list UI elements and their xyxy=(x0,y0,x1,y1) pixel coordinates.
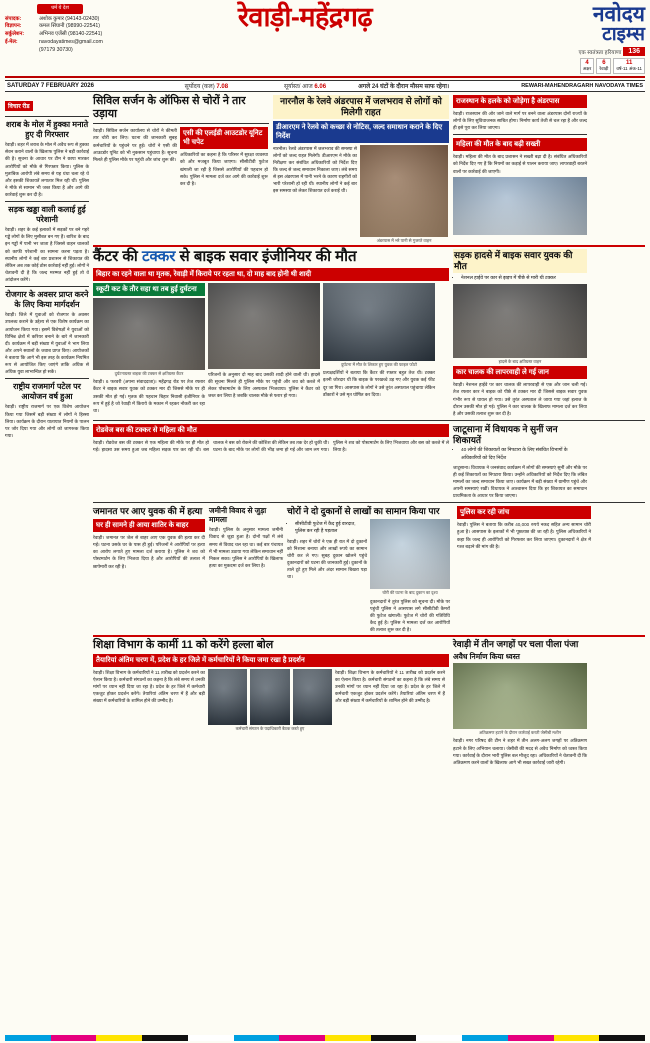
sunset-time: 6.06 xyxy=(314,84,327,90)
contact-row xyxy=(5,39,115,47)
lead-col-1 xyxy=(93,283,205,414)
contact-row xyxy=(5,23,115,31)
right-lead-story xyxy=(453,249,587,417)
theft-photo xyxy=(370,519,450,589)
left-story-head: शराब के मोल में हुक्का मनाते हुए दी गिरफ्तार xyxy=(5,120,89,139)
right-top-column xyxy=(453,95,587,243)
lead-photo-bike xyxy=(93,298,205,370)
story-photo-col xyxy=(360,145,448,243)
sunset-label: सूर्यास्त/ आज xyxy=(283,84,313,90)
lower-story-head: चोरों ने दो दुकानों से लाखों का सामान किया पार xyxy=(287,506,440,517)
left-story-head: रोजगार के अवसर प्राप्त करने के लिए किया मार्गदर्शन xyxy=(5,290,89,309)
divider xyxy=(93,420,645,421)
story-demolition xyxy=(453,639,587,766)
story-kicker: एसी की एलईडी आउटडोर यूनिट भी चपेट xyxy=(180,127,268,149)
color-registration-bar xyxy=(5,1035,645,1041)
flag-number: 6 xyxy=(602,60,606,66)
lower-story-sub: घर ही सामने ही आया शातिर के बाहर xyxy=(93,519,205,532)
left-rail xyxy=(5,95,89,1000)
lead-headline-part2: से बाइक सवार इंजीनियर की मौत xyxy=(175,248,357,266)
mid-story-bullets xyxy=(461,447,587,461)
bullet-item: • सीसीटीवी फुटेज में कैद हुई वारदात, पुलिस कर रही है पड़ताल xyxy=(295,521,367,535)
contact-label: सर्कुलेशन: xyxy=(5,31,25,38)
flag-text: अक्षर xyxy=(582,66,592,71)
sunrise-info xyxy=(157,82,256,90)
section-divider xyxy=(93,635,645,637)
date-bar xyxy=(5,80,645,92)
price-badge: 136 xyxy=(623,47,645,56)
lead-col-3 xyxy=(323,283,435,414)
bottom-left-row xyxy=(93,669,449,731)
bullet-item: • 40 लोगों की शिकायतों का निपटारा के लिए संबंधित विभागों के अधिकारियों को दिए निर्देश xyxy=(461,447,587,461)
lead-subhead: बिहार का रहने वाला था मृतक, रेवाड़ी में किराये पर रहता था, दो माह बाद होनी थी शादी xyxy=(93,268,449,281)
theft-col-2 xyxy=(370,519,450,633)
publication-date: SATURDAY 7 FEBRUARY 2026 xyxy=(7,83,94,89)
contact-row xyxy=(5,31,115,39)
story-narnaul-underpass xyxy=(273,95,449,243)
bottom-left-caption: कर्मचारी संगठन के पदाधिकारी बैठक करते हुए xyxy=(235,725,305,731)
mid-row xyxy=(93,424,645,500)
right-box-body: रेवाड़ी। महिला की मौत के बाद प्रशासन ने सख्ती बढ़ा दी है। संबंधित अधिकारियों को निर्देश दिए गए हैं कि नियमों का कड़ाई से पालन कराया जाए। लापरवाही बरतने वालों पर कार्रवाई की जाएगी। xyxy=(453,154,587,174)
story-police-probe xyxy=(457,506,591,633)
bottom-row xyxy=(93,639,645,766)
section-divider xyxy=(93,245,645,247)
brand-line-2: टाइम्स xyxy=(602,24,645,45)
bottom-left-body: रेवाड़ी। शिक्षा विभाग के कर्मचारियों ने 11 तारीख को प्रदर्शन करने का ऐलान किया है। कर्मचारी संगठनों का कहना है कि लंबे समय से उनकी मांगों पर ध्यान नहीं दिया जा रहा है। प्रदेश के हर जिले में कर्मचारी एकजुट होकर प्रदर्शन करेंगे। तैयारियां अंतिम चरण में हैं और बड़ी संख्या में कर्मचारियों के शामिल होने की उम्मीद है। xyxy=(93,669,205,704)
story-roadways-bus xyxy=(93,424,449,500)
masthead-contacts xyxy=(5,4,115,74)
left-story-head: राष्ट्रीय राजमार्ग पटेल पर आयोजन वर्ष हुआ xyxy=(13,382,81,401)
demolition-photo xyxy=(453,663,587,729)
masthead xyxy=(5,4,645,78)
lower-story-head: जमीनी विवाद से जुड़ा मामला xyxy=(209,506,267,525)
story-body-wrap xyxy=(273,145,449,243)
story-body: रेवाड़ी। सिविल सर्जन कार्यालय से चोरों ने कीमती तार चोरी कर लिए। घटना की जानकारी सुबह कर्मचारियों के पहुंचने पर हुई। चोरों ने एसी की आउटडोर यूनिट को भी नुकसान पहुंचाया है। सूचना मिलते ही पुलिस मौके पर पहुंची और जांच शुरू की। xyxy=(93,128,177,162)
lead-body: प्रत्यक्षदर्शियों ने बताया कि कैंटर की रफ्तार बहुत तेज थी। टक्कर इतनी जोरदार थी कि बाइक के परखच्चे उड़ गए और युवक कई फीट दूर जा गिरा। आसपास के लोगों ने उसे तुरंत अस्पताल पहुंचाया लेकिन डॉक्टरों ने उसे मृत घोषित कर दिया। xyxy=(323,370,435,397)
sunrise-time: 7.08 xyxy=(216,84,229,90)
left-story-body: रेवाड़ी। जिले में युवाओं को रोजगार के अवसर उपलब्ध कराने के उद्देश्य से एक विशेष कार्यक्रम का आयोजन किया गया। इसमें विशेषज्ञों ने युवाओं को विभिन्न क्षेत्रों में करियर बनाने के बारे में जानकारी दी। कार्यक्रम में बड़ी संख्या में युवाओं ने भाग लिया और अपने सवालों के जवाब प्राप्त किए। आयोजकों ने बताया कि आगे भी इस तरह के कार्यक्रम नियमित रूप से आयोजित किए जाएंगे ताकि अधिक से अधिक युवा लाभान्वित हो सकें। xyxy=(5,312,89,375)
right-lead-body: रेवाड़ी। नेशनल हाईवे पर कार चालक की लापरवाही से एक और जान चली गई। तेज रफ्तार कार ने बाइक को पीछे से टक्कर मार दी जिससे बाइक सवार युवक गंभीर रूप से घायल हो गया। उसे तुरंत अस्पताल ले जाया गया जहां इलाज के दौरान उसकी मौत हो गई। पुलिस ने कार चालक के खिलाफ मामला दर्ज कर लिया है और उसकी तलाश शुरू कर दी है। xyxy=(453,382,587,416)
bottom-left-head: शिक्षा विभाग के कार्मी 11 को करेंगे हल्ला बोल xyxy=(93,639,274,652)
lead-photo-truck xyxy=(208,283,320,369)
contact-value: navodayatimes@gmail.com xyxy=(39,38,103,45)
lead-col-2 xyxy=(208,283,320,414)
photo-caption: अंडरपास में भरे पानी से गुजरते वाहन xyxy=(376,237,432,243)
divider xyxy=(5,116,89,117)
brand-line-1: नवोदय xyxy=(592,3,645,26)
divider xyxy=(5,286,89,287)
story-murder xyxy=(93,506,205,633)
lead-body: परिजनों के अनुसार दो माह बाद उसकी शादी होने वाली थी। हादसे की सूचना मिलते ही पुलिस मौके पर पहुंची और शव को कब्जे में लेकर पोस्टमार्टम के लिए अस्पताल भिजवाया। पुलिस ने कैंटर को जब्त कर लिया है जबकि चालक मौके से फरार हो गया। xyxy=(208,371,320,399)
story-text-col xyxy=(273,145,357,243)
story-body-wrap xyxy=(93,127,269,187)
newspaper-title: रेवाड़ी-महेंद्रगढ़ xyxy=(237,2,373,32)
lower-story-head: जमानत पर आए युवक की में हत्या xyxy=(93,506,203,517)
probe-head: पुलिस कर रही जांच xyxy=(457,506,591,519)
masthead-badge: धर्म ये देश xyxy=(37,4,83,14)
left-story-body: रेवाड़ी। शहर के कई इलाकों में सड़कों पर बने गहरे गड्ढे लोगों के लिए मुसीबत बन गए हैं। बारिश के बाद इन गड्ढों में पानी भर जाता है जिससे वाहन चालकों को काफी परेशानी का सामना करना पड़ता है। स्थानीय लोगों ने कई बार प्रशासन से शिकायत की लेकिन अब तक कोई ठोस कार्रवाई नहीं हुई। लोगों ने चेतावनी दी है कि जल्द मरम्मत नहीं हुई तो वे आंदोलन करेंगे। xyxy=(5,227,89,283)
mid-story-body: रेवाड़ी। रोडवेज बस की टक्कर से एक महिला की मौके पर ही मौत हो गई। हादसा उस समय हुआ जब महिला सड़क पार कर रही थी। बस चालक ने बस को रोकने की कोशिश की लेकिन तब तक देर हो चुकी थी। घटना के बाद मौके पर लोगों की भीड़ जमा हो गई और जाम लग गया। पुलिस ने शव को पोस्टमार्टम के लिए भिजवाया और बस को कब्जे में ले लिया है। xyxy=(93,439,449,452)
right-lead-subhead: कार चालक की लापरवाही ले गई जान xyxy=(453,366,587,379)
right-box-head: राजस्थान के हलके को जोड़ेगा है अंडरपास xyxy=(453,95,587,108)
story-jatusana xyxy=(453,424,587,500)
lead-body: रेवाड़ी। 6 फरवरी (अपना संवाददाता)। महेंद्रगढ़ रोड पर तेज रफ्तार कैंटर ने बाइक सवार युवक को टक्कर मार दी जिससे मौके पर ही उसकी मौत हो गई। मृतक की पहचान बिहार निवासी इंजीनियर के रूप में हुई है जो रेवाड़ी में किराये के मकान में रहकर नौकरी कर रहा था। xyxy=(93,379,205,413)
page-columns xyxy=(5,95,645,1000)
probe-body: रेवाड़ी। पुलिस ने बताया कि करीब 40,000 रुपये नकद सहित अन्य सामान चोरी हुआ है। आसपास के इलाकों में भी पूछताछ की जा रही है। पुलिस अधिकारियों ने कहा कि जल्द ही आरोपियों को गिरफ्तार कर लिया जाएगा। दुकानदारों ने क्षेत्र में गश्त बढ़ाने की मांग की है। xyxy=(457,522,591,549)
bottom-right-body: रेवाड़ी। नगर परिषद की टीम ने शहर में तीन अलग-अलग जगहों पर अतिक्रमण हटाने के लिए अभियान चलाया। जेसीबी की मदद से अवैध निर्माण को ध्वस्त किया गया। कार्रवाई के दौरान भारी पुलिस बल मौजूद रहा। अधिकारियों ने चेतावनी दी कि अतिक्रमण करने वालों के खिलाफ आगे भी सख्त कार्रवाई जारी रहेगी। xyxy=(453,738,587,765)
lead-photo-caption: दुर्घटना में मौत के शिकार हुए युवक की फाइल फोटो xyxy=(341,361,417,367)
theft-body-row xyxy=(287,519,453,633)
divider xyxy=(453,134,587,135)
portrait-photo xyxy=(293,669,332,725)
lead-headline-highlight: टक्कर xyxy=(141,248,176,266)
contact-label: संपादक: xyxy=(5,15,22,22)
theft-caption: चोरी की घटना के बाद दुकान का दृश्य xyxy=(382,590,438,596)
mid-story-head: रोडवेज बस की टक्कर से महिला की मौत xyxy=(93,424,449,437)
bottom-left-body: रेवाड़ी। शिक्षा विभाग के कर्मचारियों ने 11 तारीख को प्रदर्शन करने का ऐलान किया है। कर्मचारी संगठनों का कहना है कि लंबे समय से उनकी मांगों पर ध्यान नहीं दिया जा रहा है। प्रदेश के हर जिले में कर्मचारी एकजुट होकर प्रदर्शन करेंगे। तैयारियां अंतिम चरण में हैं और बड़ी संख्या में कर्मचारियों के शामिल होने की उम्मीद है। xyxy=(335,669,445,704)
portrait-photo xyxy=(250,669,289,725)
story-text-col xyxy=(93,127,177,187)
flag-box xyxy=(596,58,611,74)
story-photo xyxy=(360,145,448,237)
lower-story-body: रेवाड़ी। जमानत पर जेल से बाहर आए एक युवक की हत्या कर दी गई। घटना उसके घर के पास ही हुई। परिजनों ने आरोपियों पर हत्या का आरोप लगाते हुए मामला दर्ज कराया है। पुलिस ने शव को पोस्टमार्टम के लिए भिजवा दिया है और आरोपियों की तलाश में छापेमारी कर रही है। xyxy=(93,535,205,569)
bottom-left-sub: तैयारियां अंतिम चरण में, प्रदेश के हर जिले में कर्मचारियों ने किया जमा रखा है प्रदर्शन xyxy=(93,654,449,667)
bottom-right-head: रेवाड़ी में तीन जगहों पर चला पीला पंजा xyxy=(453,639,579,650)
flag-text: रेवाड़ी xyxy=(599,66,609,71)
bottom-right-sub: अवैध निर्माण किया ध्वस्त xyxy=(453,651,520,661)
bullet-item: • नेशनल हाईवे पर कार से झड़प में पीछे से मारी थी टक्कर xyxy=(461,275,587,282)
theft-bullets xyxy=(295,521,367,535)
contact-row xyxy=(5,47,115,55)
bottom-left-text xyxy=(93,669,205,731)
bottom-left-photos xyxy=(208,669,332,731)
left-rail-tag: विचार रीड xyxy=(5,101,33,111)
lead-row xyxy=(93,249,645,417)
story-body: अधिकारियों का कहना है कि परिसर में सुरक्षा व्यवस्था को और मजबूत किया जाएगा। सीसीटीवी फुटेज खंगाली जा रही है जिससे आरोपियों की पहचान हो सके। पुलिस ने मामला दर्ज कर आगे की कार्रवाई शुरू कर दी है। xyxy=(180,152,268,186)
theft-col-1 xyxy=(287,519,367,633)
story-headline: नारनौल के रेलवे अंडरपास में जलभराव से लोगों को मिलेगी राहत xyxy=(273,95,449,119)
divider xyxy=(93,502,645,503)
contact-value: अशोक कुमार (94143-02430) xyxy=(39,15,100,22)
right-lead-photo xyxy=(453,284,587,358)
left-story-head: सड़क खड्डा वाली कलाई हुई परेशानी xyxy=(8,205,86,224)
bottom-left-extra xyxy=(335,669,445,731)
lead-headline-part1: कैंटर की xyxy=(93,248,142,266)
story-body: नारनौल। रेलवे अंडरपास में जलभराव की समस्या से लोगों को जल्द राहत मिलेगी। डीआरएम ने मौके का निरीक्षण कर संबंधित अधिकारियों को निर्देश दिए कि जल्द से जल्द समाधान निकाला जाए। लंबे समय से इस अंडरपास में पानी भरने के कारण राहगीरों को भारी परेशानी हो रही थी। स्थानीय लोगों ने कई बार इस समस्या को लेकर शिकायत दर्ज कराई थी। xyxy=(273,145,357,194)
contact-label: ई-मेल: xyxy=(5,38,18,45)
contact-value: अभिनव एजेंसी (98140-22541) xyxy=(39,31,103,38)
story-education-protest xyxy=(93,639,449,766)
portrait-photo xyxy=(208,669,247,725)
main-area xyxy=(93,95,645,1000)
story-civil-surgeon xyxy=(93,95,269,243)
story-shop-theft xyxy=(287,506,453,633)
divider xyxy=(5,378,89,379)
flag-number: 4 xyxy=(585,60,589,66)
right-lead-caption: हादसे के बाद क्षतिग्रस्त वाहन xyxy=(498,358,542,364)
masthead-title-block xyxy=(115,4,495,74)
flag-number: 11 xyxy=(626,60,633,66)
right-box-photo xyxy=(453,177,587,235)
masthead-brand xyxy=(495,4,645,74)
right-lead-bullets xyxy=(461,275,587,282)
weather-notice: अगले 24 घंटों के दौरान मौसम साफ रहेगा। xyxy=(358,84,450,90)
flag-box xyxy=(613,58,645,74)
sunrise-label: सूर्योदय (कल) xyxy=(184,84,215,90)
lead-body-row xyxy=(93,283,449,414)
divider xyxy=(93,123,269,124)
lead-photo-caption: दुर्घटनाग्रस्त बाइक की टक्कर से क्षतिग्रस्त कैंटर xyxy=(114,370,184,376)
story-land-dispute xyxy=(209,506,283,633)
edition-name: REWARI-MAHENDRAGARH NAVODAYA TIMES xyxy=(521,83,644,89)
left-story-body: रेवाड़ी। राष्ट्रीय राजमार्ग पर एक विशेष आयोजन किया गया जिसमें बड़ी संख्या में लोगों ने हिस्सा लिया। कार्यक्रम के दौरान यातायात नियमों के पालन पर जोर दिया गया और लोगों को जागरूक किया गया। xyxy=(5,404,89,438)
bottom-right-caption: अतिक्रमण हटाने के दौरान कार्रवाई करती जेसीबी मशीन xyxy=(478,729,562,735)
flag-text: वर्ष-11 अंक-11 xyxy=(616,66,642,71)
right-box-head: महिला की मौत के बाद बढ़ी सख्ती xyxy=(453,138,587,151)
mid-story-body: जाटूसाना। विधायक ने जनसंवाद कार्यक्रम में लोगों की समस्याएं सुनीं और मौके पर ही कई शिकायतों का निपटारा किया। उन्होंने अधिकारियों को निर्देश दिए कि लंबित मामलों का जल्द समाधान किया जाए। कार्यक्रम में बड़ी संख्या में ग्रामीण पहुंचे और अपनी समस्याएं रखीं। विधायक ने आश्वासन दिया कि हर शिकायत का समाधान प्राथमिकता के आधार पर किया जाएगा। xyxy=(453,464,587,499)
lead-kicker: स्कूटी कट के तौर सहा था तब हुई दुर्घटना xyxy=(93,283,205,296)
flag-box xyxy=(580,58,595,74)
lower-story-body: रेवाड़ी। पुलिस के अनुसार मामला जमीनी विवाद से जुड़ा हुआ है। दोनों पक्षों में लंबे समय से विवाद चल रहा था। कई बार पंचायत में भी मामला उठाया गया लेकिन समाधान नहीं निकल सका। पुलिस ने आरोपियों के खिलाफ हत्या का मुकदमा दर्ज कर लिया है। xyxy=(209,527,283,568)
contact-label: विज्ञापन: xyxy=(5,23,22,30)
right-lead-headline: सड़क हादसे में बाइक सवार युवक की मौत xyxy=(453,249,587,273)
left-story-body: रेवाड़ी। शहर में शराब के मोल में अवैध रूप से हुक्का सेवन कराने वालों के खिलाफ पुलिस ने बड़ी कार्रवाई की है। सूचना के आधार पर टीम ने छापा मारकर आरोपियों को मौके से गिरफ्तार किया। पुलिस के मुताबिक आरोपी लंबे समय से यह धंधा चला रहे थे और इसकी शिकायतें लगातार मिल रही थीं। पुलिस ने मौके से सामान भी जब्त किया है और आगे की कार्रवाई शुरू कर दी है। xyxy=(5,142,89,197)
lead-photo-victim xyxy=(323,283,435,361)
right-box-body: रेवाड़ी। राजस्थान की ओर जाने वाले मार्ग पर बनने वाला अंडरपास दोनों राज्यों के लोगों के लिए सुविधाजनक साबित होगा। निर्माण कार्य तेजी से चल रहा है और जल्द ही इसे पूरा कर लिया जाएगा। xyxy=(453,111,587,131)
story-side-col xyxy=(180,127,268,187)
masthead-flags xyxy=(495,46,645,56)
story-headline: सिविल सर्जन के ऑफिस से चोरों ने तार उड़ाया xyxy=(93,95,246,120)
contact-value: (97179 30730) xyxy=(39,46,73,53)
masthead-flagboxes xyxy=(495,58,645,74)
edition-note: एक स्वतंत्रता हरियाणा xyxy=(578,50,622,56)
lead-headline xyxy=(93,249,449,266)
lower-row xyxy=(93,506,645,633)
sunset-info xyxy=(256,82,355,90)
portrait-strip xyxy=(208,669,332,725)
top-row xyxy=(93,95,645,243)
lead-story xyxy=(93,249,449,417)
mid-story-head: जाटूसाना में विधायक ने सुनीं जन शिकायतें xyxy=(453,423,558,445)
divider xyxy=(5,201,89,202)
story-kicker: डीआरएम ने रेलवे को कच्छा से नोटिस, जल्द समाधान कराने के दिए निर्देश xyxy=(273,121,449,143)
contact-label xyxy=(5,47,39,55)
theft-body: रेवाड़ी। शहर में चोरों ने एक ही रात में दो दुकानों को निशाना बनाया और लाखों रुपये का सामान चोरी कर ले गए। सुबह दुकान खोलने पहुंचे दुकानदारों को घटना की जानकारी हुई। दुकानों के ताले टूटे हुए मिले और अंदर सामान बिखरा पड़ा था। xyxy=(287,538,367,580)
theft-body: दुकानदारों ने तुरंत पुलिस को सूचना दी। मौके पर पहुंची पुलिस ने आसपास लगे सीसीटीवी कैमरों की फुटेज खंगाली। फुटेज में चोरों की गतिविधि कैद हुई है। पुलिस ने मामला दर्ज कर आरोपियों की तलाश शुरू कर दी है। xyxy=(370,598,450,633)
contact-value: कमल सिंघानी (98990-22541) xyxy=(39,23,101,30)
